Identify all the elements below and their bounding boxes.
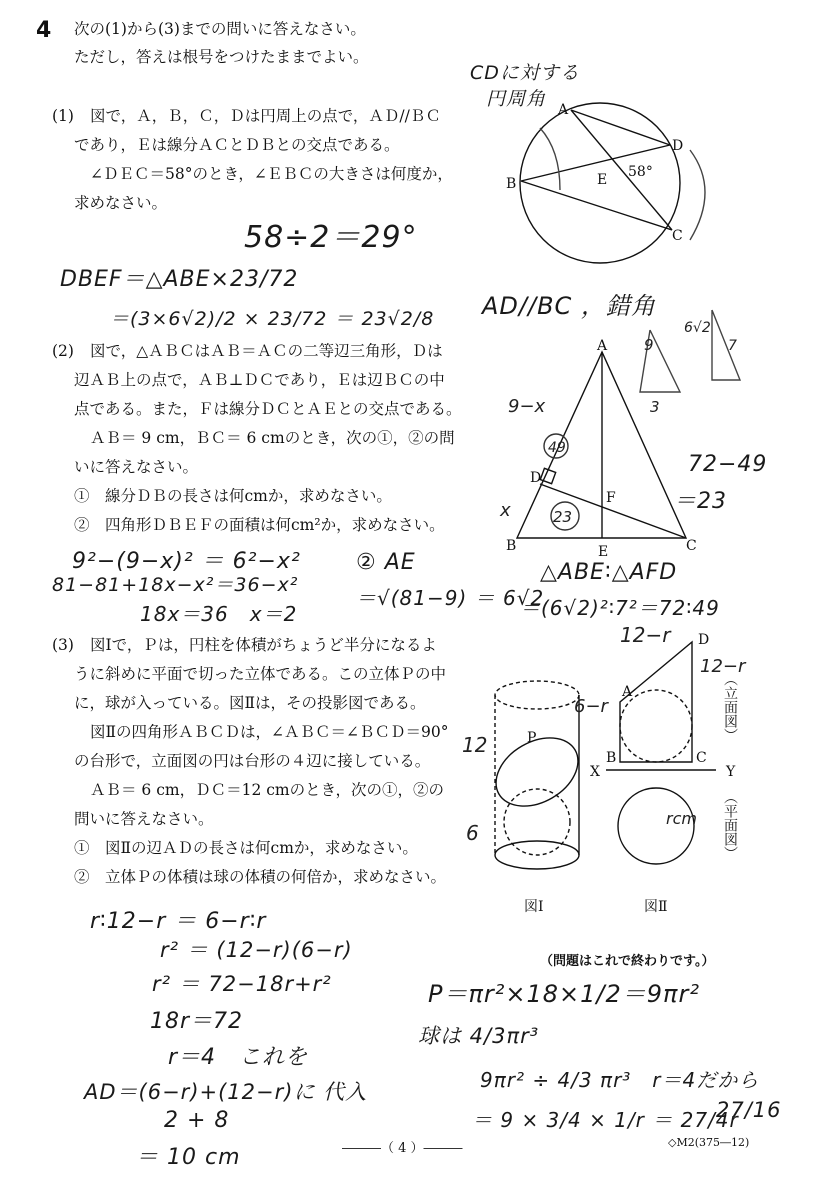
fig3-label-x: X [590,764,600,780]
hw-side-9: 9 [644,336,654,354]
fig1-label: 図Ⅰ [524,899,544,915]
hw-fig-6r: 6−r [574,696,608,717]
fig1-label-d: D [672,138,684,154]
q3-label: (3) [52,636,74,654]
q3-line6: ＡＢ＝ 6 cm，ＤＣ＝12 cmのとき，次の①，②の [90,781,445,799]
fig1-label-a: A [558,102,569,118]
fig3-trapezoid-abcd [620,642,692,762]
fig2-label-c: C [686,538,697,554]
q2-line4: ＡＢ＝ 9 cm，ＢＣ＝ 6 cmのとき，次の①，②の問 [90,429,455,447]
hw-p-1: P＝πr²×18×1/2＝9πr² [428,980,700,1008]
hw-r-1: r∶12−r ＝ 6−r∶r [90,909,267,934]
q3-line7: 問いに答えなさい。 [74,810,214,828]
fig2-label-b: B [506,538,517,554]
q2-line2: 辺ＡＢ上の点で，ＡＢ⊥ＤＣであり，Ｅは辺ＢＣの中 [74,371,445,389]
hw-parallel-note: AD//BC ，錯角 [482,292,656,320]
hw-dbef-1: DBEF＝△ABE×23/72 [60,267,299,292]
q1-line4: 求めなさい。 [74,194,168,212]
q2-line3: 点である。また，Ｆは線分ＤＣとＡＥとの交点である。 [74,400,462,418]
hw-p-2: 球は 4/3πr³ [418,1024,540,1048]
hw-side-6r2: 6√2 [684,320,711,336]
q2-sub1: ① 線分ＤＢの長さは何cmか，求めなさい。 [74,487,392,505]
hw-fig-rcm: rcm [666,809,697,828]
fig3-plan-label: （平面図） [722,790,738,860]
fig3-label-b: B [606,750,617,766]
page-number: ―――（ 4 ）――― [342,1141,463,1156]
q3-sub1: ① 図Ⅱの辺ＡＤの長さは何cmか，求めなさい。 [74,839,418,857]
hw-fig-9x: 9−x [508,396,546,417]
q3-sub2: ② 立体Ｐの体積は球の体積の何倍か，求めなさい。 [74,868,447,886]
fig2-label-f: F [606,490,616,506]
fig3-label-c: C [696,750,707,766]
hw-curve-1 [540,128,560,190]
fig3-elevation-label: （立面図） [722,672,738,742]
hw-p-5: 27/16 [716,1098,782,1122]
fig3-label-a: A [622,684,633,700]
fig3-elevation-circle [620,690,692,762]
fig1-label-b: B [506,176,517,192]
hw-fig-12: 12 [462,733,488,757]
problem-intro-1: 次の(1)から(3)までの問いに答えなさい。 [74,20,366,38]
fig2-label-a: A [597,338,608,354]
fig1-line-bc [521,181,672,230]
fig3-label-d: D [698,632,710,648]
fig1-angle-58: 58° [628,164,653,180]
hw-dbef-2: ＝(3×6√2)/2 × 23/72 ＝ 23√2/8 [110,308,435,330]
fig2-label-e: E [598,544,609,560]
q3-line2: うに斜めに平面で切った立体である。この立体Ｐの中 [74,665,447,683]
fig2-triangle-diagram [517,310,740,538]
hw-sq-3: 18x＝36 x＝2 [140,602,298,626]
exam-code: ◇M2(375―12) [668,1136,750,1149]
hw-curve-2 [690,150,705,240]
hw-sq-2: 81−81+18x−x²＝36−x² [52,574,299,596]
fig3-label-y: Y [726,764,736,780]
hw-r-4: 18r＝72 [150,1009,244,1034]
q3-line4: 図Ⅱの四角形ＡＢＣＤは，∠ＡＢＣ＝∠ＢＣＤ＝90° [90,723,449,741]
hw-cd-note-2: 円周角 [486,88,547,110]
q3-line1: 図Ⅰで，Ｐは，円柱を体積がちょうど半分になるよ [90,636,437,654]
hw-fig-x: x [500,500,511,521]
hw-ad-1: AD＝(6−r)+(12−r)に 代入 [84,1080,368,1104]
q3-line3: に，球が入っている。図Ⅱは，その投影図である。 [74,694,426,712]
hw-ae-2: ＝√(81−9) ＝ 6√2 [356,586,545,610]
hw-side-3: 3 [650,398,660,416]
hw-r-2: r² ＝ (12−r)(6−r) [160,938,353,962]
hw-sq-1: 9²−(9−x)² ＝ 6²−x² [72,549,301,574]
hw-ratio-1: △ABE∶△AFD [540,560,678,585]
end-note: （問題はこれで終わりです。） [540,954,715,969]
q1-line3: ∠ＤＥＣ＝58°のとき，∠ＥＢＣの大きさは何度か， [90,165,453,183]
hw-ad-2: 2 + 8 [164,1108,230,1133]
fig2-label: 図Ⅱ [644,899,668,915]
problem-intro-2: ただし，答えは根号をつけたままでよい。 [74,48,369,66]
hw-r-5: r＝4 これを [168,1045,309,1070]
hw-sub-calc-2: ＝23 [674,489,727,514]
hw-fig-12r: 12−r [620,623,671,647]
hw-r-3: r² ＝ 72−18r+r² [152,972,332,996]
q2-sub2: ② 四角形ＤＢＥＦの面積は何cm²か，求めなさい。 [74,516,445,534]
q2-line1: 図で，△ＡＢＣはＡＢ＝ＡＣの二等辺三角形，Ｄは [90,342,443,360]
fig3-cylinder-top-dashed [495,681,579,709]
q3-line5: の台形で，立面図の円は台形の４辺に接している。 [74,752,431,770]
fig3-cut-plane [484,724,590,820]
q2-label: (2) [52,342,74,360]
hw-sub-calc-1: 72−49 [688,452,768,477]
hw-p-4: ＝ 9 × 3/4 × 1/r ＝ 27/4r [472,1108,739,1132]
hw-fig-49: 49 [548,440,566,456]
fig3-sphere-dashed [504,789,570,855]
fig2-label-d: D [530,470,542,486]
problem-number: 4 [36,18,52,43]
hw-side-7: 7 [728,338,737,354]
fig1-label-c: C [672,228,683,244]
fig1-label-e: E [597,172,608,188]
hw-fig-6: 6 [466,821,479,845]
q1-label: (1) [52,107,74,125]
q2-line5: いに答えなさい。 [74,458,199,476]
hw-fig-23: 23 [553,508,573,526]
hw-ad-3: ＝ 10 cm [136,1145,241,1170]
q1-line2: であり，Ｅは線分ＡＣとＤＢとの交点である。 [74,136,400,154]
hw-ratio-2: ＝(6√2)²∶7²＝72∶49 [520,596,720,620]
hw-fig-12r-2: 12−r [700,656,746,677]
hw-q1-answer: 58÷2＝29° [244,220,418,255]
hw-cd-note-1: CDに対する [470,62,580,84]
hw-p-3: 9πr² ÷ 4/3 πr³ r＝4だから [480,1068,760,1092]
q1-line1: 図で，Ａ，Ｂ，Ｃ，Ｄは円周上の点で，ＡＤ//ＢＣ [90,107,441,125]
hw-ae-1: ② AE [356,550,416,575]
fig3-label-p: P [527,730,537,746]
